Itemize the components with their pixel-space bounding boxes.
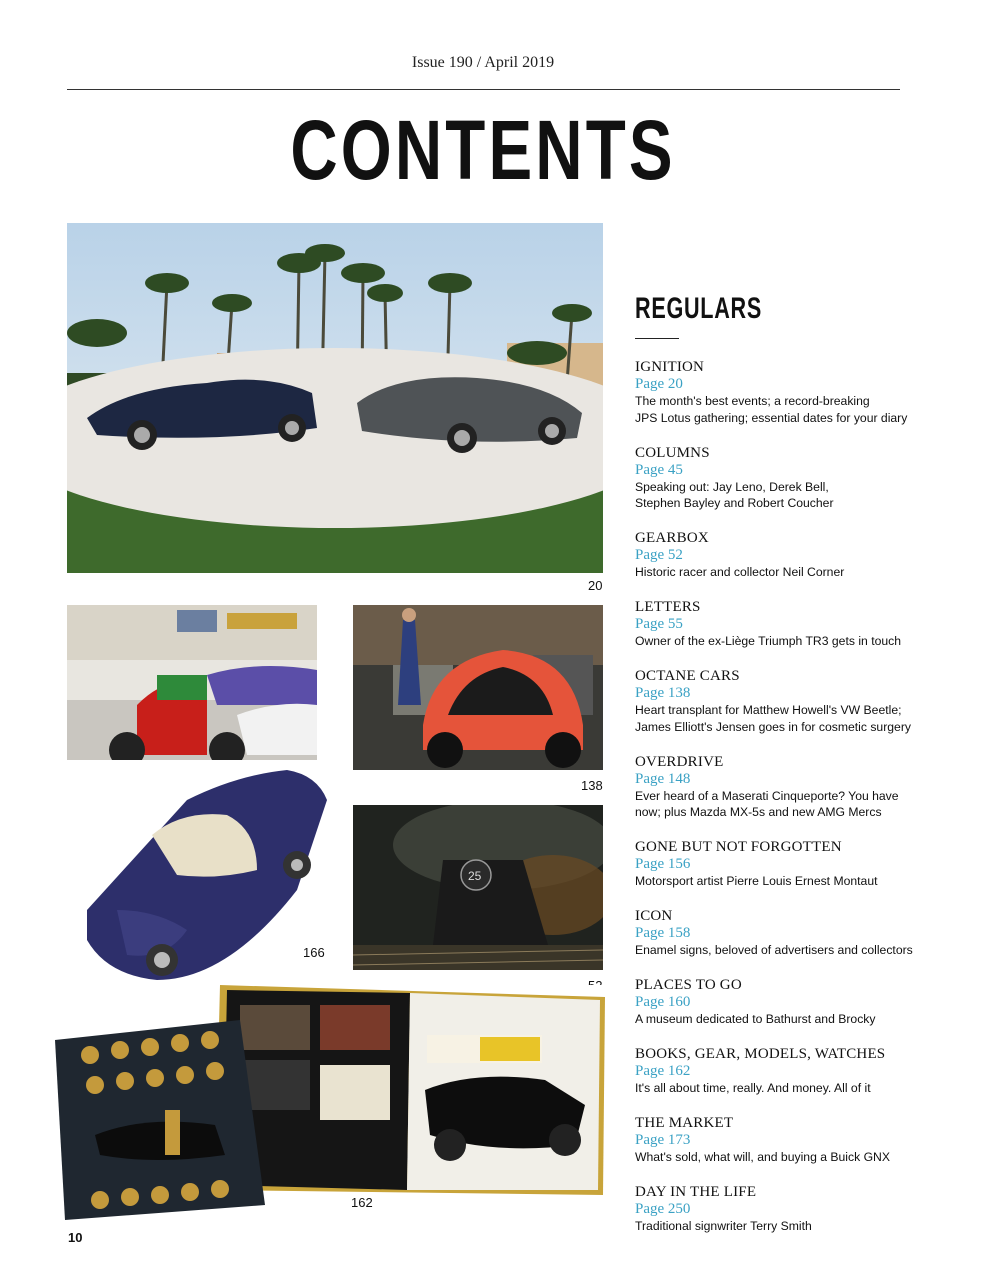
entry-page[interactable]: Page 52 xyxy=(635,547,683,563)
entry-page[interactable]: Page 45 xyxy=(635,461,683,478)
entry-page[interactable]: Page 250 xyxy=(635,1201,691,1217)
toc-entry[interactable] xyxy=(635,1114,935,1166)
entry-page[interactable]: Page 162 xyxy=(635,1063,691,1079)
entry-title: GEARBOX xyxy=(635,530,709,546)
entry-description: Owner of the ex-Liège Triumph TR3 gets in touch xyxy=(635,634,902,648)
entry-page[interactable]: Page 160 xyxy=(635,994,691,1010)
entry-title: OVERDRIVE xyxy=(635,753,724,770)
entry-description: Historic racer and collector Neil Corner xyxy=(635,565,845,579)
entry-description: It's all about time, really. And money. All of it xyxy=(635,1081,871,1095)
entry-description: Heart transplant for Matthew Howell's VW Beetle; James Elliott's Jensen goes in for cosmetic surgery xyxy=(635,703,911,734)
photo-book-spread xyxy=(55,985,610,1220)
entry-title: THE MARKET xyxy=(635,1115,734,1131)
entry-description: What's sold, what will, and buying a Buick GNX xyxy=(635,1150,890,1164)
entry-title: OCTANE CARS xyxy=(635,668,740,684)
entry-description: Speaking out: Jay Leno, Derek Bell, Stephen Bayley and Robert Coucher xyxy=(635,479,834,510)
toc-entry[interactable] xyxy=(635,667,935,735)
entry-title: COLUMNS xyxy=(635,444,710,461)
entry-description: Motorsport artist Pierre Louis Ernest Montaut xyxy=(635,874,878,888)
section-heading: REGULARS xyxy=(635,292,762,325)
entry-title: PLACES TO GO xyxy=(635,977,742,993)
toc-entry[interactable] xyxy=(635,1183,935,1235)
entry-description: The month's best events; a record-breaking JPS Lotus gathering; essential dates for your diary xyxy=(635,394,908,425)
page-folio: 10 xyxy=(68,1230,83,1245)
entry-title: BOOKS, GEAR, MODELS, WATCHES xyxy=(635,1046,886,1062)
toc-entry[interactable] xyxy=(635,976,935,1028)
entry-page[interactable]: Page 148 xyxy=(635,770,691,787)
photo-page-number: 20 xyxy=(588,578,603,593)
page-title: CONTENTS xyxy=(290,103,676,197)
svg-text:25: 25 xyxy=(468,869,482,883)
entry-title: IGNITION xyxy=(635,359,705,375)
entry-title: DAY IN THE LIFE xyxy=(635,1184,757,1200)
issue-line: Issue 190 / April 2019 xyxy=(411,54,555,71)
entry-page[interactable]: Page 156 xyxy=(635,856,691,872)
entry-page[interactable]: Page 138 xyxy=(635,685,691,701)
entry-description: A museum dedicated to Bathurst and Brocky xyxy=(635,1012,876,1026)
photo-ferraris xyxy=(67,223,603,573)
toc-entry[interactable] xyxy=(635,598,935,650)
photo-locomotive xyxy=(353,805,603,970)
entry-title: GONE BUT NOT FORGOTTEN xyxy=(635,839,842,855)
toc-entry[interactable] xyxy=(635,907,935,959)
photo-beetle xyxy=(353,605,603,770)
toc-entry[interactable] xyxy=(635,838,935,890)
photo-page-number: 166 xyxy=(303,945,325,960)
entry-page[interactable]: Page 20 xyxy=(635,376,683,392)
toc-entry[interactable] xyxy=(635,1045,935,1097)
entry-title: ICON xyxy=(635,908,673,924)
photo-page-number: 162 xyxy=(351,1195,373,1210)
entry-title: LETTERS xyxy=(635,599,701,615)
regulars-list xyxy=(635,358,935,1252)
section-rule xyxy=(635,338,679,339)
photo-page-number: 138 xyxy=(581,778,603,793)
entry-page[interactable]: Page 173 xyxy=(635,1132,691,1148)
photo-model-car xyxy=(67,760,337,990)
toc-entry[interactable] xyxy=(635,529,935,581)
entry-page[interactable]: Page 55 xyxy=(635,616,683,632)
toc-entry[interactable] xyxy=(635,358,935,426)
entry-description: Enamel signs, beloved of advertisers and collectors xyxy=(635,943,913,957)
toc-entry[interactable] xyxy=(635,444,935,512)
toc-entry[interactable] xyxy=(635,753,935,821)
photo-museum xyxy=(67,605,317,770)
entry-page[interactable]: Page 158 xyxy=(635,925,691,941)
entry-description: Traditional signwriter Terry Smith xyxy=(635,1219,812,1233)
header-rule xyxy=(67,89,900,90)
entry-description: Ever heard of a Maserati Cinqueporte? You have now; plus Mazda MX-5s and new AMG Mercs xyxy=(635,788,899,819)
